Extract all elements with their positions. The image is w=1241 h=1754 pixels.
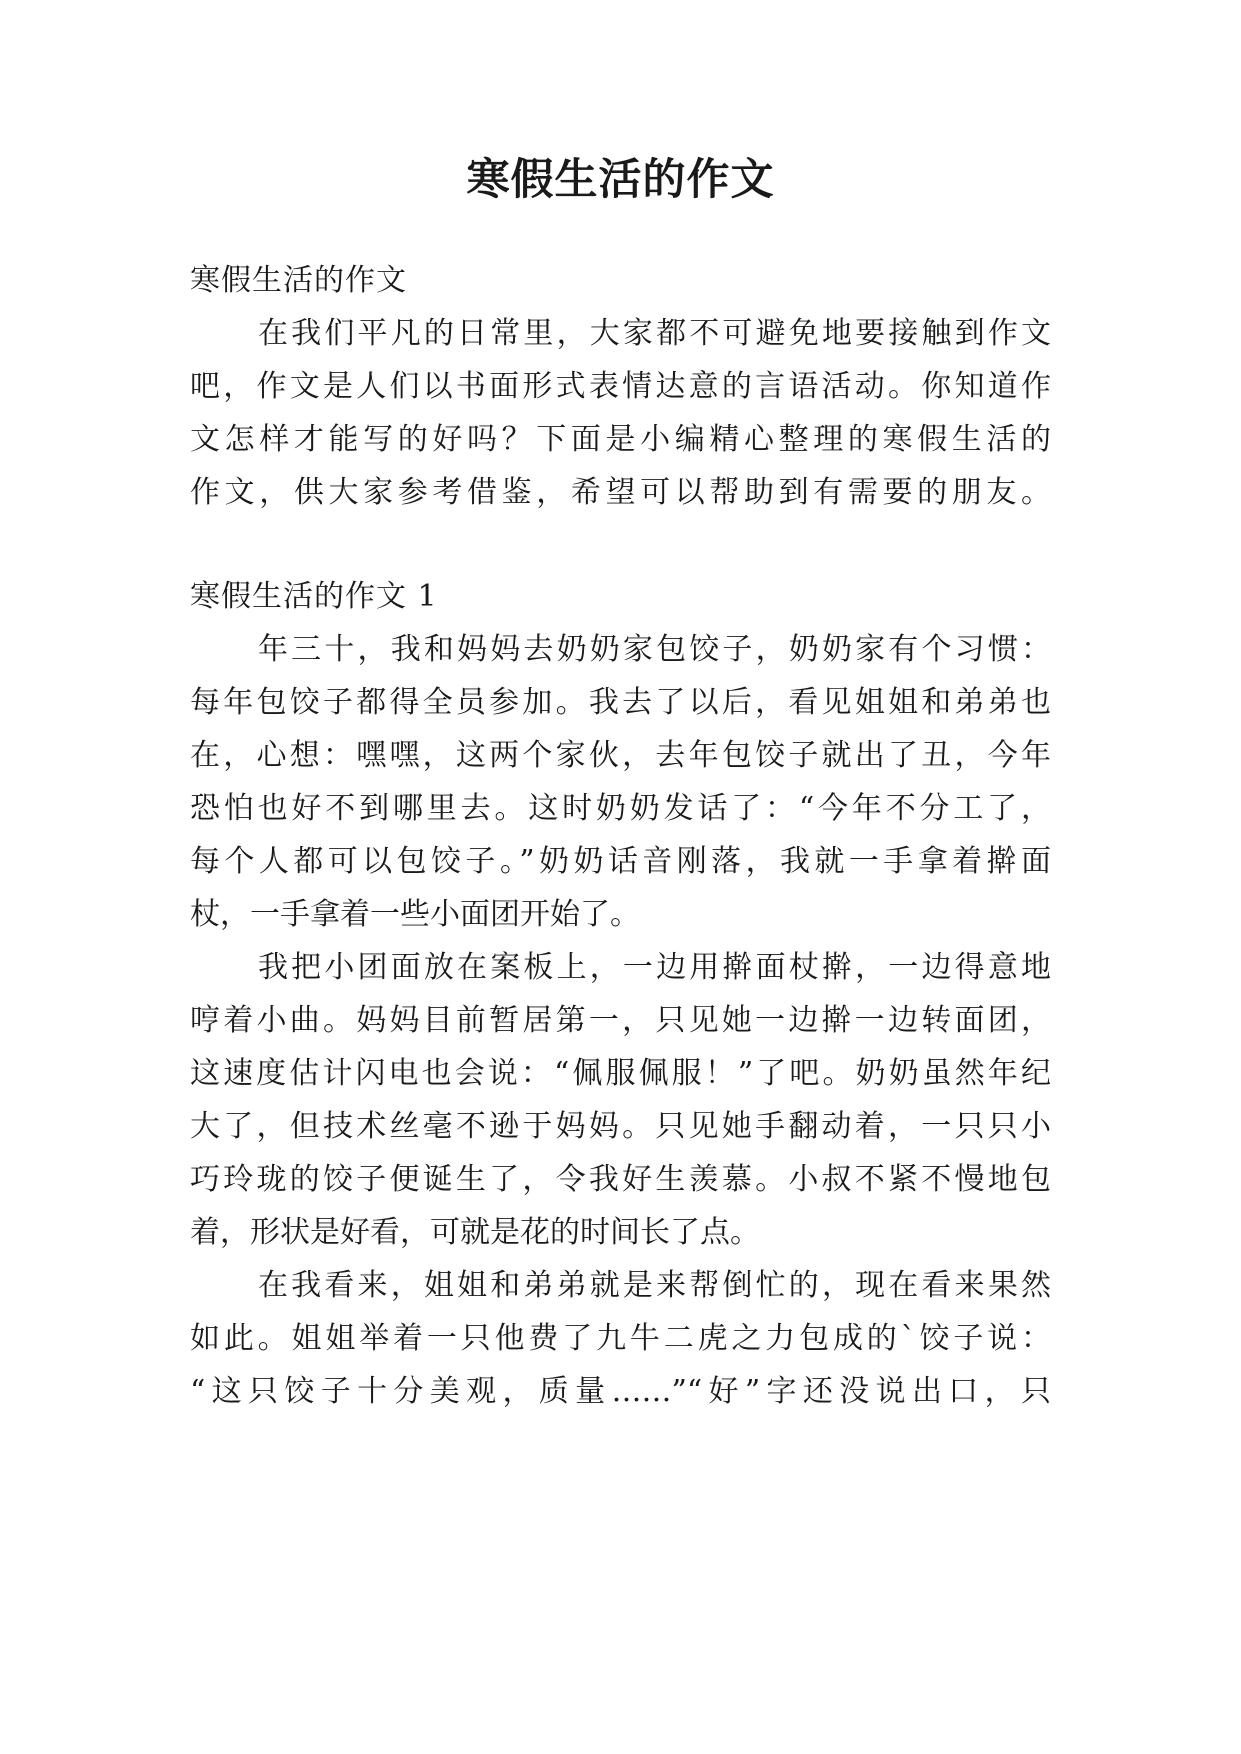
para2-line-5: 巧玲珑的饺子便诞生了，令我好生羡慕。小叔不紧不慢地包 xyxy=(190,1162,1051,1197)
para1-line-4: 恐怕也好不到哪里去。这时奶奶发话了：“今年不分工了， xyxy=(190,791,1051,826)
intro-line-3: 文怎样才能写的好吗？下面是小编精心整理的寒假生活的 xyxy=(190,422,1051,457)
para3-line-3: “这只饺子十分美观，质量……”“好”字还没说出口，只 xyxy=(190,1374,1051,1409)
para1-line-6: 杖，一手拿着一些小面团开始了。 xyxy=(190,897,640,932)
para1-line-3: 在，心想：嘿嘿，这两个家伙，去年包饺子就出了丑，今年 xyxy=(190,738,1051,773)
para2-line-6: 着，形状是好看，可就是花的时间长了点。 xyxy=(190,1215,760,1250)
para2-line-3: 这速度估计闪电也会说：“佩服佩服！”了吧。奶奶虽然年纪 xyxy=(190,1056,1051,1091)
para1-line-5: 每个人都可以包饺子。”奶奶话音刚落，我就一手拿着擀面 xyxy=(190,844,1051,879)
para1-line-2: 每年包饺子都得全员参加。我去了以后，看见姐姐和弟弟也 xyxy=(190,685,1051,720)
para1-line-1: 年三十，我和妈妈去奶奶家包饺子，奶奶家有个习惯： xyxy=(258,632,1051,667)
para3-line-1: 在我看来，姐姐和弟弟就是来帮倒忙的，现在看来果然 xyxy=(258,1268,1051,1303)
section-heading-1: 寒假生活的作文 1 xyxy=(190,579,438,614)
intro-line-1: 在我们平凡的日常里，大家都不可避免地要接触到作文 xyxy=(258,316,1051,351)
para2-line-2: 哼着小曲。妈妈目前暂居第一，只见她一边擀一边转面团， xyxy=(190,1003,1051,1038)
intro-line-2: 吧，作文是人们以书面形式表情达意的言语活动。你知道作 xyxy=(190,369,1051,404)
para2-line-1: 我把小团面放在案板上，一边用擀面杖擀，一边得意地 xyxy=(258,950,1051,985)
document-title: 寒假生活的作文 xyxy=(466,155,775,205)
para2-line-4: 大了，但技术丝毫不逊于妈妈。只见她手翻动着，一只只小 xyxy=(190,1109,1051,1144)
intro-line-4: 作文，供大家参考借鉴，希望可以帮助到有需要的朋友。 xyxy=(190,475,1051,510)
intro-heading: 寒假生活的作文 xyxy=(190,263,407,298)
para3-line-2: 如此。姐姐举着一只他费了九牛二虎之力包成的`饺子说： xyxy=(190,1321,1051,1356)
